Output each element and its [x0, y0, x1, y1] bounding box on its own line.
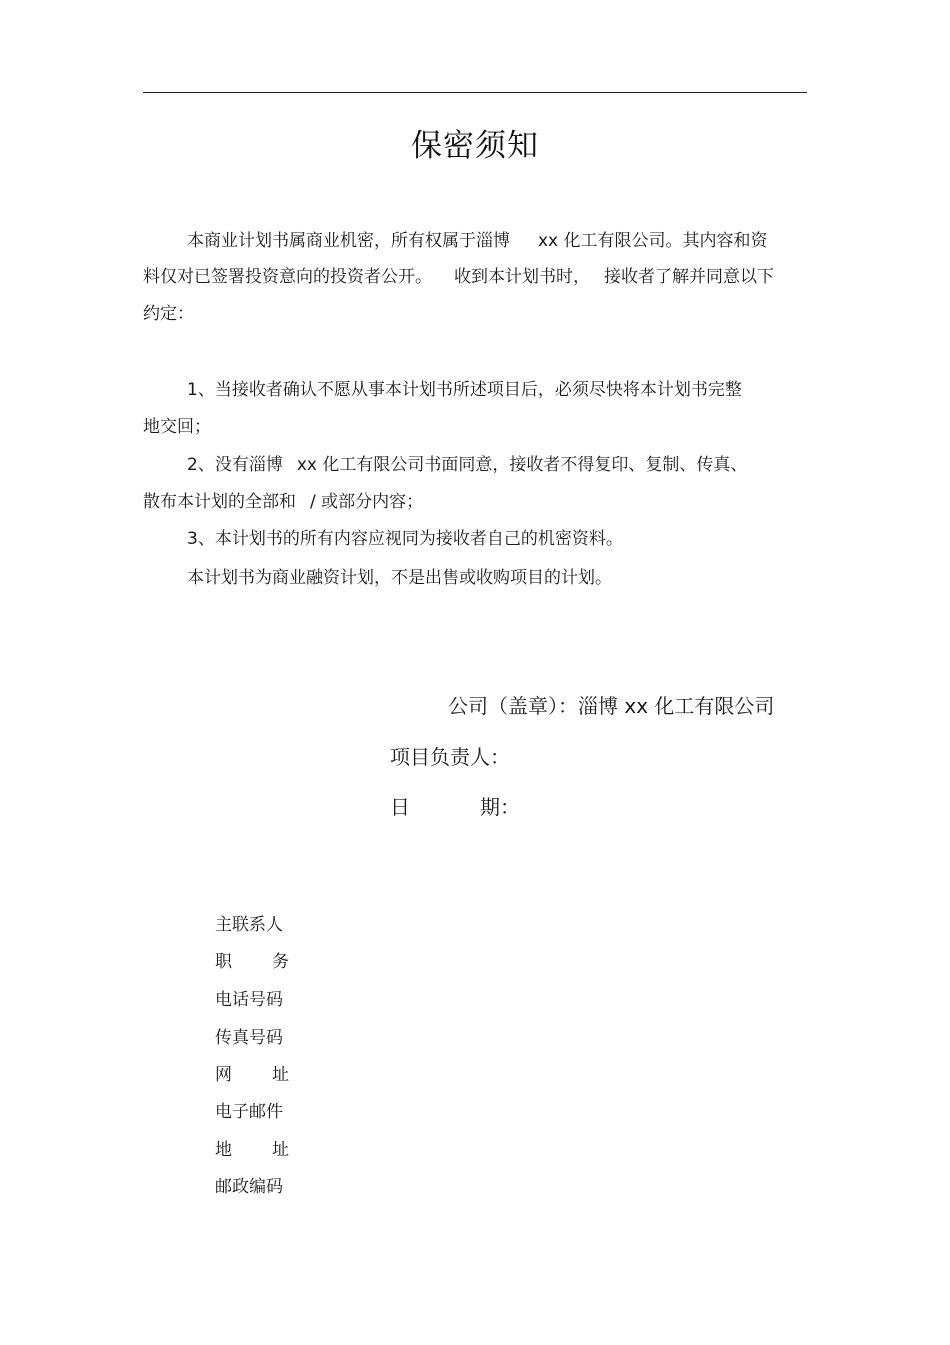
intro-line-3: 约定： — [143, 304, 194, 324]
contact-position-b: 务 — [272, 952, 289, 972]
header-rule — [143, 92, 807, 93]
intro-line-1-a: 本商业计划书属商业机密，所有权属于淄博 — [187, 231, 510, 251]
clause-2-line-2 — [143, 487, 423, 512]
contact-address-a: 地 — [215, 1140, 232, 1160]
intro-line-2-c: 接收者了解并同意以下 — [604, 267, 774, 287]
intro-line-1 — [187, 226, 768, 251]
clause-2-line-2-b: / 或部分内容； — [310, 492, 424, 512]
contact-address-b: 址 — [272, 1140, 289, 1160]
clause-1-line-1: 1、当接收者确认不愿从事本计划书所述项目后，必须尽快将本计划书完整 — [187, 380, 742, 400]
page-title: 保密须知 — [411, 128, 539, 164]
contact-fax: 传真号码 — [215, 1028, 283, 1048]
project-leader-line: 项目负责人： — [390, 745, 510, 769]
contact-website — [215, 1060, 289, 1085]
contact-main-person: 主联系人 — [215, 915, 283, 935]
contact-position — [215, 947, 289, 972]
financing-note: 本计划书为商业融资计划，不是出售或收购项目的计划。 — [187, 568, 612, 588]
contact-email: 电子邮件 — [215, 1102, 283, 1122]
contact-postcode: 邮政编码 — [215, 1177, 283, 1197]
clause-2-line-1-a: 2、没有淄博 — [187, 455, 283, 475]
date-line — [390, 791, 520, 820]
clause-2-line-1 — [187, 450, 747, 475]
date-label-a: 日 — [390, 795, 410, 819]
contact-position-a: 职 — [215, 952, 232, 972]
clause-2-line-2-a: 散布本计划的全部和 — [143, 492, 296, 512]
contact-phone: 电话号码 — [215, 990, 283, 1010]
intro-line-2 — [143, 262, 774, 287]
intro-line-2-b: 收到本计划书时， — [454, 267, 590, 287]
contact-website-b: 址 — [272, 1065, 289, 1085]
clause-3: 3、本计划书的所有内容应视同为接收者自己的机密资料。 — [187, 529, 623, 549]
intro-line-1-b: xx 化工有限公司。其内容和资 — [538, 231, 768, 251]
company-seal-line: 公司（盖章）：淄博 xx 化工有限公司 — [448, 694, 775, 718]
clause-2-line-1-b: xx 化工有限公司书面同意，接收者不得复印、复制、传真、 — [296, 455, 748, 475]
clause-1-line-2: 地交回； — [143, 417, 211, 437]
date-label-b: 期： — [480, 795, 520, 819]
intro-line-2-a: 料仅对已签署投资意向的投资者公开。 — [143, 267, 432, 287]
contact-website-a: 网 — [215, 1065, 232, 1085]
contact-address — [215, 1135, 289, 1160]
